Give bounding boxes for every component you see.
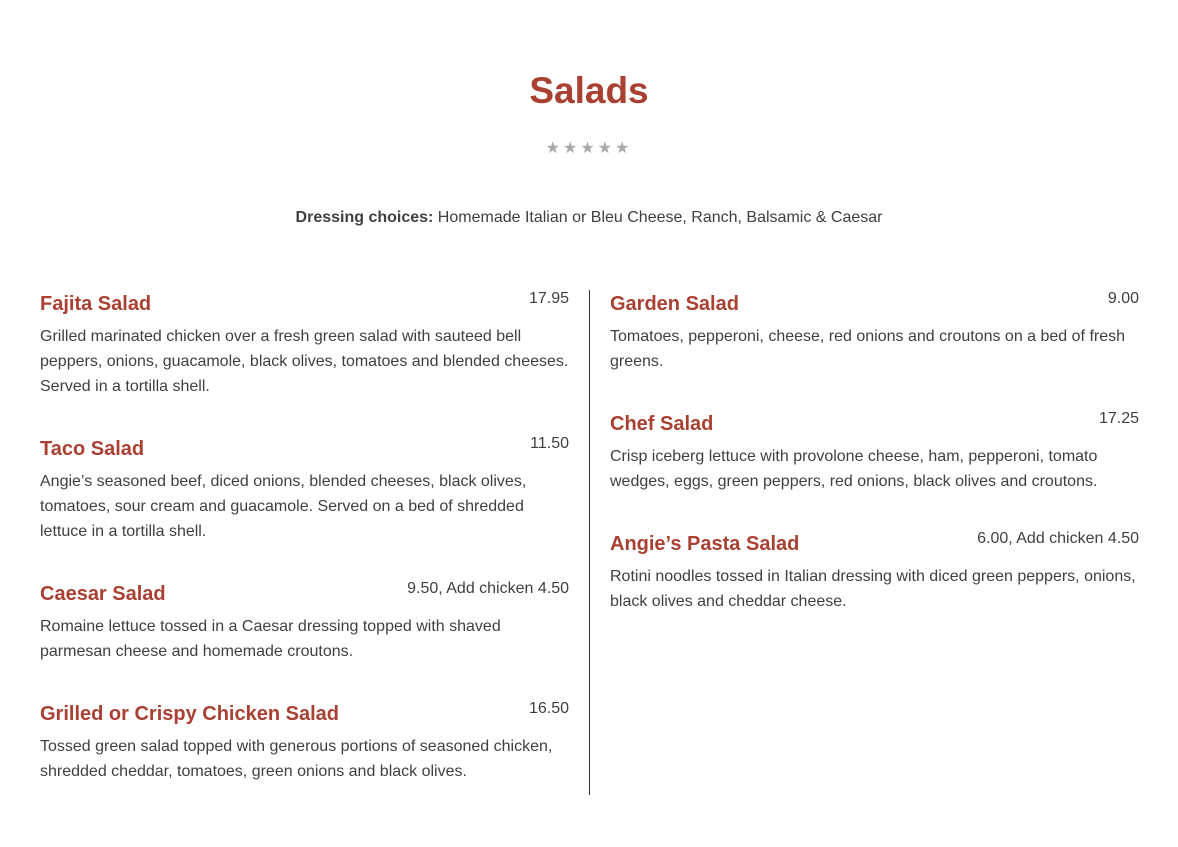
page-title: Salads: [529, 70, 649, 111]
menu-item-name: Caesar Salad: [40, 583, 166, 605]
menu-item: [40, 290, 569, 435]
menu-item-description: Rotini noodles tossed in Italian dressing with diced green peppers, onions, black olives and cheddar cheese.: [610, 568, 1136, 610]
dressing-text: Homemade Italian or Bleu Cheese, Ranch, Balsamic & Caesar: [433, 209, 883, 226]
menu-item-name: Taco Salad: [40, 438, 145, 460]
menu-item-description: Romaine lettuce tossed in a Caesar dressing topped with shaved parmesan cheese and homemade croutons.: [40, 618, 501, 660]
dressing-label: Dressing choices:: [295, 209, 434, 226]
menu-item: [40, 700, 569, 784]
menu-column-left: [40, 290, 569, 784]
menu-item-price: 16.50: [528, 700, 569, 717]
menu-item: [610, 530, 1139, 614]
menu-column-right: [610, 290, 1139, 614]
menu-item-price: 17.25: [1098, 410, 1139, 427]
menu-item-name: Chef Salad: [610, 413, 714, 435]
menu-item-description: Grilled marinated chicken over a fresh green salad with sauteed bell peppers, onions, guacamole, black olives, tomatoes and blended cheeses. Served in a tortilla shell.: [40, 328, 569, 395]
menu-item-description: Tomatoes, pepperoni, cheese, red onions and croutons on a bed of fresh greens.: [610, 328, 1126, 370]
menu-item: [40, 435, 569, 580]
menu-item-description: Angie’s seasoned beef, diced onions, blended cheeses, black olives, tomatoes, sour cream and guacamole. Served on a bed of shredded lettuce in a tortilla shell.: [40, 473, 527, 540]
menu-item: [610, 410, 1139, 530]
column-divider: [589, 290, 590, 795]
menu-item: [40, 580, 569, 700]
menu-item-description: Tossed green salad topped with generous portions of seasoned chicken, shredded cheddar, tomatoes, green onions and black olives.: [40, 738, 553, 780]
menu-item-price: 9.00: [1107, 290, 1139, 307]
menu-item-price: 17.95: [528, 290, 569, 307]
menu-item-name: Garden Salad: [610, 293, 739, 315]
menu-item-price: 6.00, Add chicken 4.50: [977, 530, 1139, 547]
menu-item: [610, 290, 1139, 410]
menu-item-name: Angie’s Pasta Salad: [610, 533, 800, 555]
menu-item-description: Crisp iceberg lettuce with provolone cheese, ham, pepperoni, tomato wedges, eggs, green peppers, red onions, black olives and croutons.: [610, 448, 1098, 490]
menu-item-price: 9.50, Add chicken 4.50: [407, 580, 569, 597]
star-divider-icon: ★★★★★: [545, 140, 633, 157]
menu-item-name: Grilled or Crispy Chicken Salad: [40, 703, 339, 725]
dressing-choices: [0, 207, 1178, 229]
menu-item-name: Fajita Salad: [40, 293, 152, 315]
menu-item-price: 11.50: [530, 435, 569, 452]
